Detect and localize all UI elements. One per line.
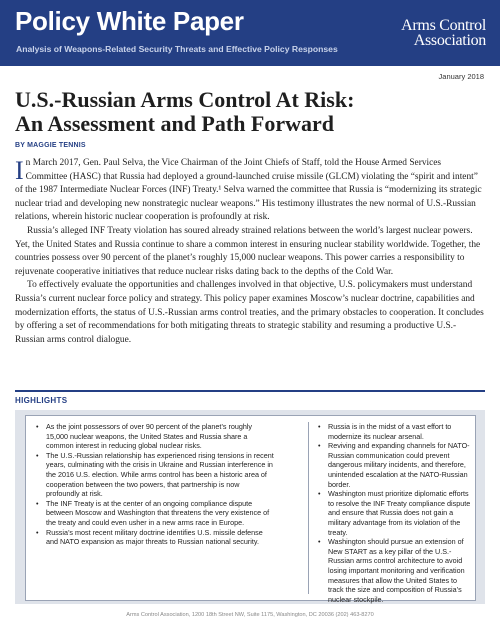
header-banner — [0, 0, 500, 66]
highlights-rule — [15, 390, 485, 392]
highlight-item: • Washington must prioritize diplomatic efforts to resolve the INF Treaty compliance dispute and ensure that Russia does not gain a military advantage from its violation of the treaty. — [316, 489, 471, 537]
highlight-item: • The U.S.-Russian relationship has experienced rising tensions in recent years, culminating with the crisis in Ukraine and Russian interference in the 2016 U.S. election. While arms control has been a historic area of cooperation between the two powers, that partnership is now profoundly at risk. — [34, 451, 274, 499]
logo-line-2: Association — [413, 32, 486, 49]
publication-date: January 2018 — [438, 72, 484, 81]
highlight-item: • Reviving and expanding channels for NATO-Russian communication could prevent dangerous military incidents, and therefore, unintended escalation at the NATO-Russian border. — [316, 441, 471, 489]
highlights-label: HIGHLIGHTS — [15, 396, 68, 405]
highlight-item: • As the joint possessors of over 90 percent of the planet’s roughly 15,000 nuclear weapons, the United States and Russia share a common interest in reducing global nuclear risks. — [34, 422, 274, 451]
highlights-right-column — [316, 422, 471, 604]
column-divider — [308, 422, 309, 594]
logo-line-1: Arms Control — [401, 17, 486, 34]
author-byline: BY MAGGIE TENNIS — [15, 142, 86, 149]
publication-subtitle: Analysis of Weapons-Related Security Threats and Effective Policy Responses — [16, 44, 338, 54]
highlight-item: • Washington should pursue an extension of New START as a key pillar of the U.S.-Russian arms control architecture to avoid losing important monitoring and verification measures that allow the United States to track the size and composition of Russia’s nuclear stockpile. — [316, 537, 471, 604]
article-title — [15, 88, 485, 136]
highlight-item: • Russia’s most recent military doctrine identifies U.S. missile defense and NATO expansion as major threats to Russian national security. — [34, 528, 274, 547]
body-paragraph: To effectively evaluate the opportunities and challenges involved in that objective, U.S. policymakers must understand Russia’s current nuclear force policy and strategy. This policy paper examines Moscow’s nuclear doctrine, capabilities and modernization efforts, the status of U.S.-Russian arms control treaties, and the primary obstacles to cooperation. It concludes by offering a set of recommendations for both mitigating threats to strategic stability and resuming a productive U.S.-Russian arms control dialogue. — [15, 280, 484, 345]
arms-control-association-logo — [401, 18, 486, 48]
paragraph-text: n March 2017, Gen. Paul Selva, the Vice Chairman of the Joint Chiefs of Staff, told the House Armed Services Committee (HASC) that Russia had deployed a ground-launched cruise missile (GLCM) violating the “spirit and intent” of the 1987 Intermediate Nuclear Forces (INF) Treaty.¹ Selva warned the committee that Russia is “modernizing its strategic nuclear triad and developing new nonstrategic nuclear weapons.” His testimony illustrates the new normal of U.S.-Russian relations, wherein historic nuclear cooperation is profoundly at risk. — [15, 158, 482, 223]
highlight-item: • Russia is in the midst of a vast effort to modernize its nuclear arsenal. — [316, 422, 471, 441]
publication-title: Policy White Paper — [15, 6, 244, 36]
article-body — [15, 157, 485, 347]
body-paragraph: Russia’s alleged INF Treaty violation has soured already strained relations between the world’s largest nuclear powers. Yet, the United States and Russia continue to share a common interest in ensuring nuclear stability worldwide. Together, the countries possess over 90 percent of the planet’s roughly 15,000 nuclear weapons. This power carries a responsibility to rejuvenate cooperative initiatives that reduce nuclear risks dating back to the depths of the Cold War. — [15, 225, 481, 277]
highlights-left-column — [34, 422, 274, 547]
article-title-line-1: U.S.-Russian Arms Control At Risk: — [15, 87, 355, 112]
drop-cap: I — [15, 156, 24, 185]
page-footer: Arms Control Association, 1200 18th Street NW, Suite 1175, Washington, DC 20036 (202) 463-8270 — [126, 612, 374, 618]
highlights-panel — [25, 415, 476, 604]
highlight-item: • The INF Treaty is at the center of an ongoing compliance dispute between Moscow and Washington that threatens the very existence of the treaty and could even usher in a new arms race in Europe. — [34, 499, 274, 528]
article-title-line-2: An Assessment and Path Forward — [15, 111, 335, 136]
body-paragraph — [15, 157, 485, 225]
